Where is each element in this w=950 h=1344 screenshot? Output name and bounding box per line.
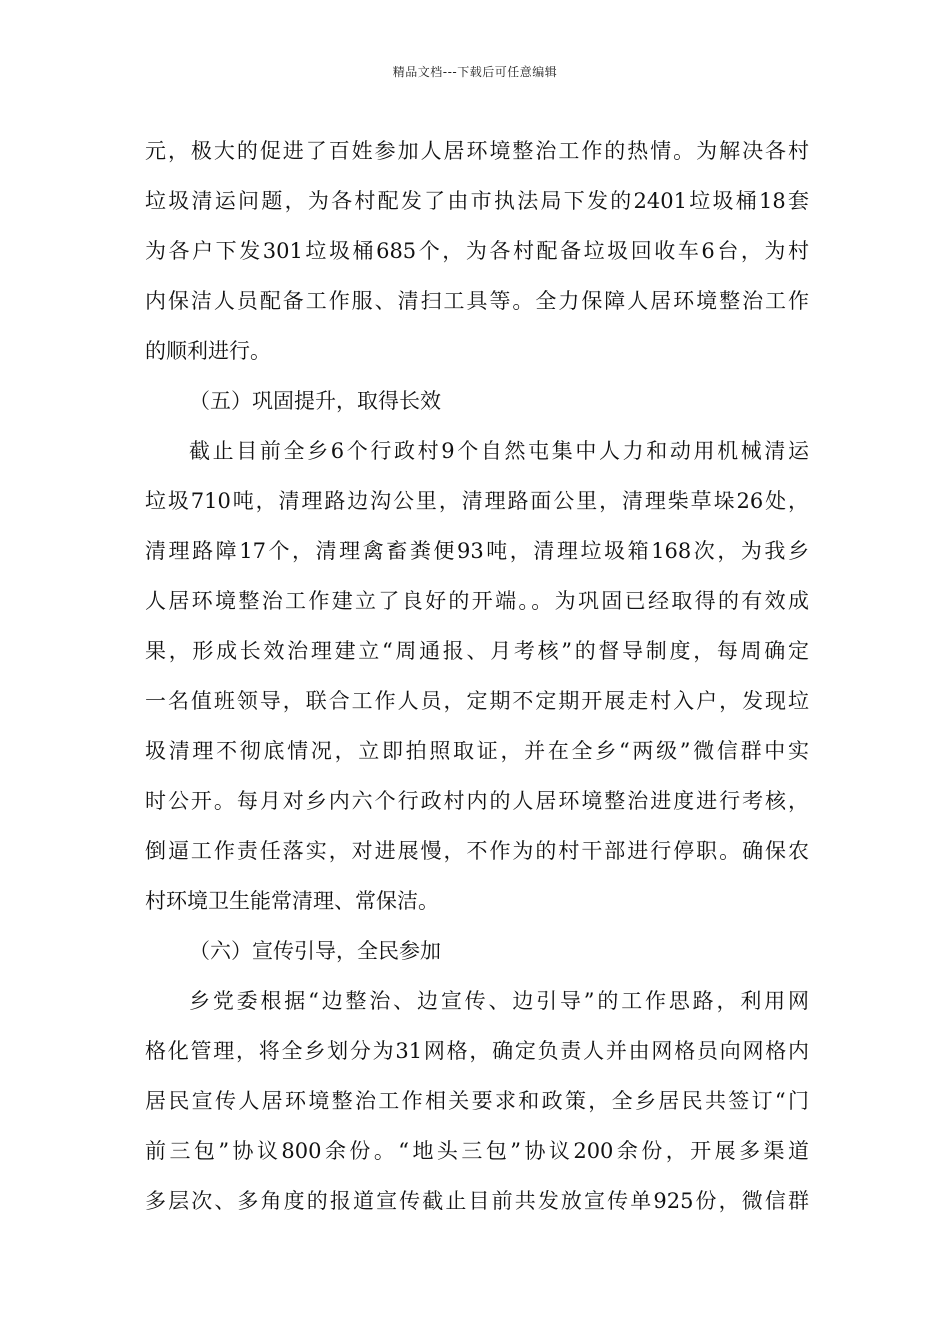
paragraph-line: 一名值班领导，联合工作人员，定期不定期开展走村入户，发现垃: [145, 689, 809, 713]
paragraph-3: [145, 976, 809, 1226]
paragraph-line: 为各户下发301垃圾桶685个，为各村配备垃圾回收车6台，为村: [145, 239, 809, 263]
paragraph-line: 格化管理，将全乡划分为31网格，确定负责人并由网格员向网格内: [145, 1039, 809, 1063]
page-header: 精品文档---下载后可任意编辑: [392, 65, 558, 79]
paragraph-line: 内保洁人员配备工作服、清扫工具等。全力保障人居环境整治工作: [145, 289, 809, 313]
paragraph-line: 果，形成长效治理建立“周通报、月考核”的督导制度，每周确定: [145, 639, 809, 663]
paragraph-line: 时公开。每月对乡内六个行政村内的人居环境整治进度进行考核，: [145, 789, 809, 813]
paragraph-line: 垃圾710吨，清理路边沟公里，清理路面公里，清理柴草垛26处，: [145, 489, 809, 513]
paragraph-line: 多层次、多角度的报道宣传截止目前共发放宣传单925份，微信群: [145, 1189, 809, 1213]
paragraph-line: 元，极大的促进了百姓参加人居环境整治工作的热情。为解决各村: [145, 139, 809, 163]
paragraph-2: [145, 426, 809, 926]
paragraph-line: 居民宣传人居环境整治工作相关要求和政策，全乡居民共签订“门: [145, 1089, 809, 1113]
paragraph-line: 截止目前全乡6个行政村9个自然屯集中人力和动用机械清运: [189, 439, 809, 463]
paragraph-line: 的顺利进行。: [145, 339, 271, 363]
paragraph-line: 前三包”协议800余份。“地头三包”协议200余份，开展多渠道: [145, 1139, 809, 1163]
paragraph-line: 倒逼工作责任落实，对进展慢，不作为的村干部进行停职。确保农: [145, 839, 809, 863]
paragraph-line: 圾清理不彻底情况，立即拍照取证，并在全乡“两级”微信群中实: [145, 739, 809, 763]
section-heading-6: （六）宣传引导，全民参加: [189, 939, 441, 963]
paragraph-1: [145, 126, 809, 376]
document-body: [145, 126, 809, 1226]
paragraph-line: 乡党委根据“边整治、边宣传、边引导”的工作思路，利用网: [189, 989, 809, 1013]
paragraph-line: 垃圾清运问题，为各村配发了由市执法局下发的2401垃圾桶18套: [145, 189, 809, 213]
paragraph-line: 村环境卫生能常清理、常保洁。: [145, 889, 439, 913]
section-heading-5: （五）巩固提升，取得长效: [189, 389, 441, 413]
paragraph-line: 人居环境整治工作建立了良好的开端。。为巩固已经取得的有效成: [145, 589, 809, 613]
paragraph-line: 清理路障17个，清理禽畜粪便93吨，清理垃圾箱168次，为我乡: [145, 539, 809, 563]
